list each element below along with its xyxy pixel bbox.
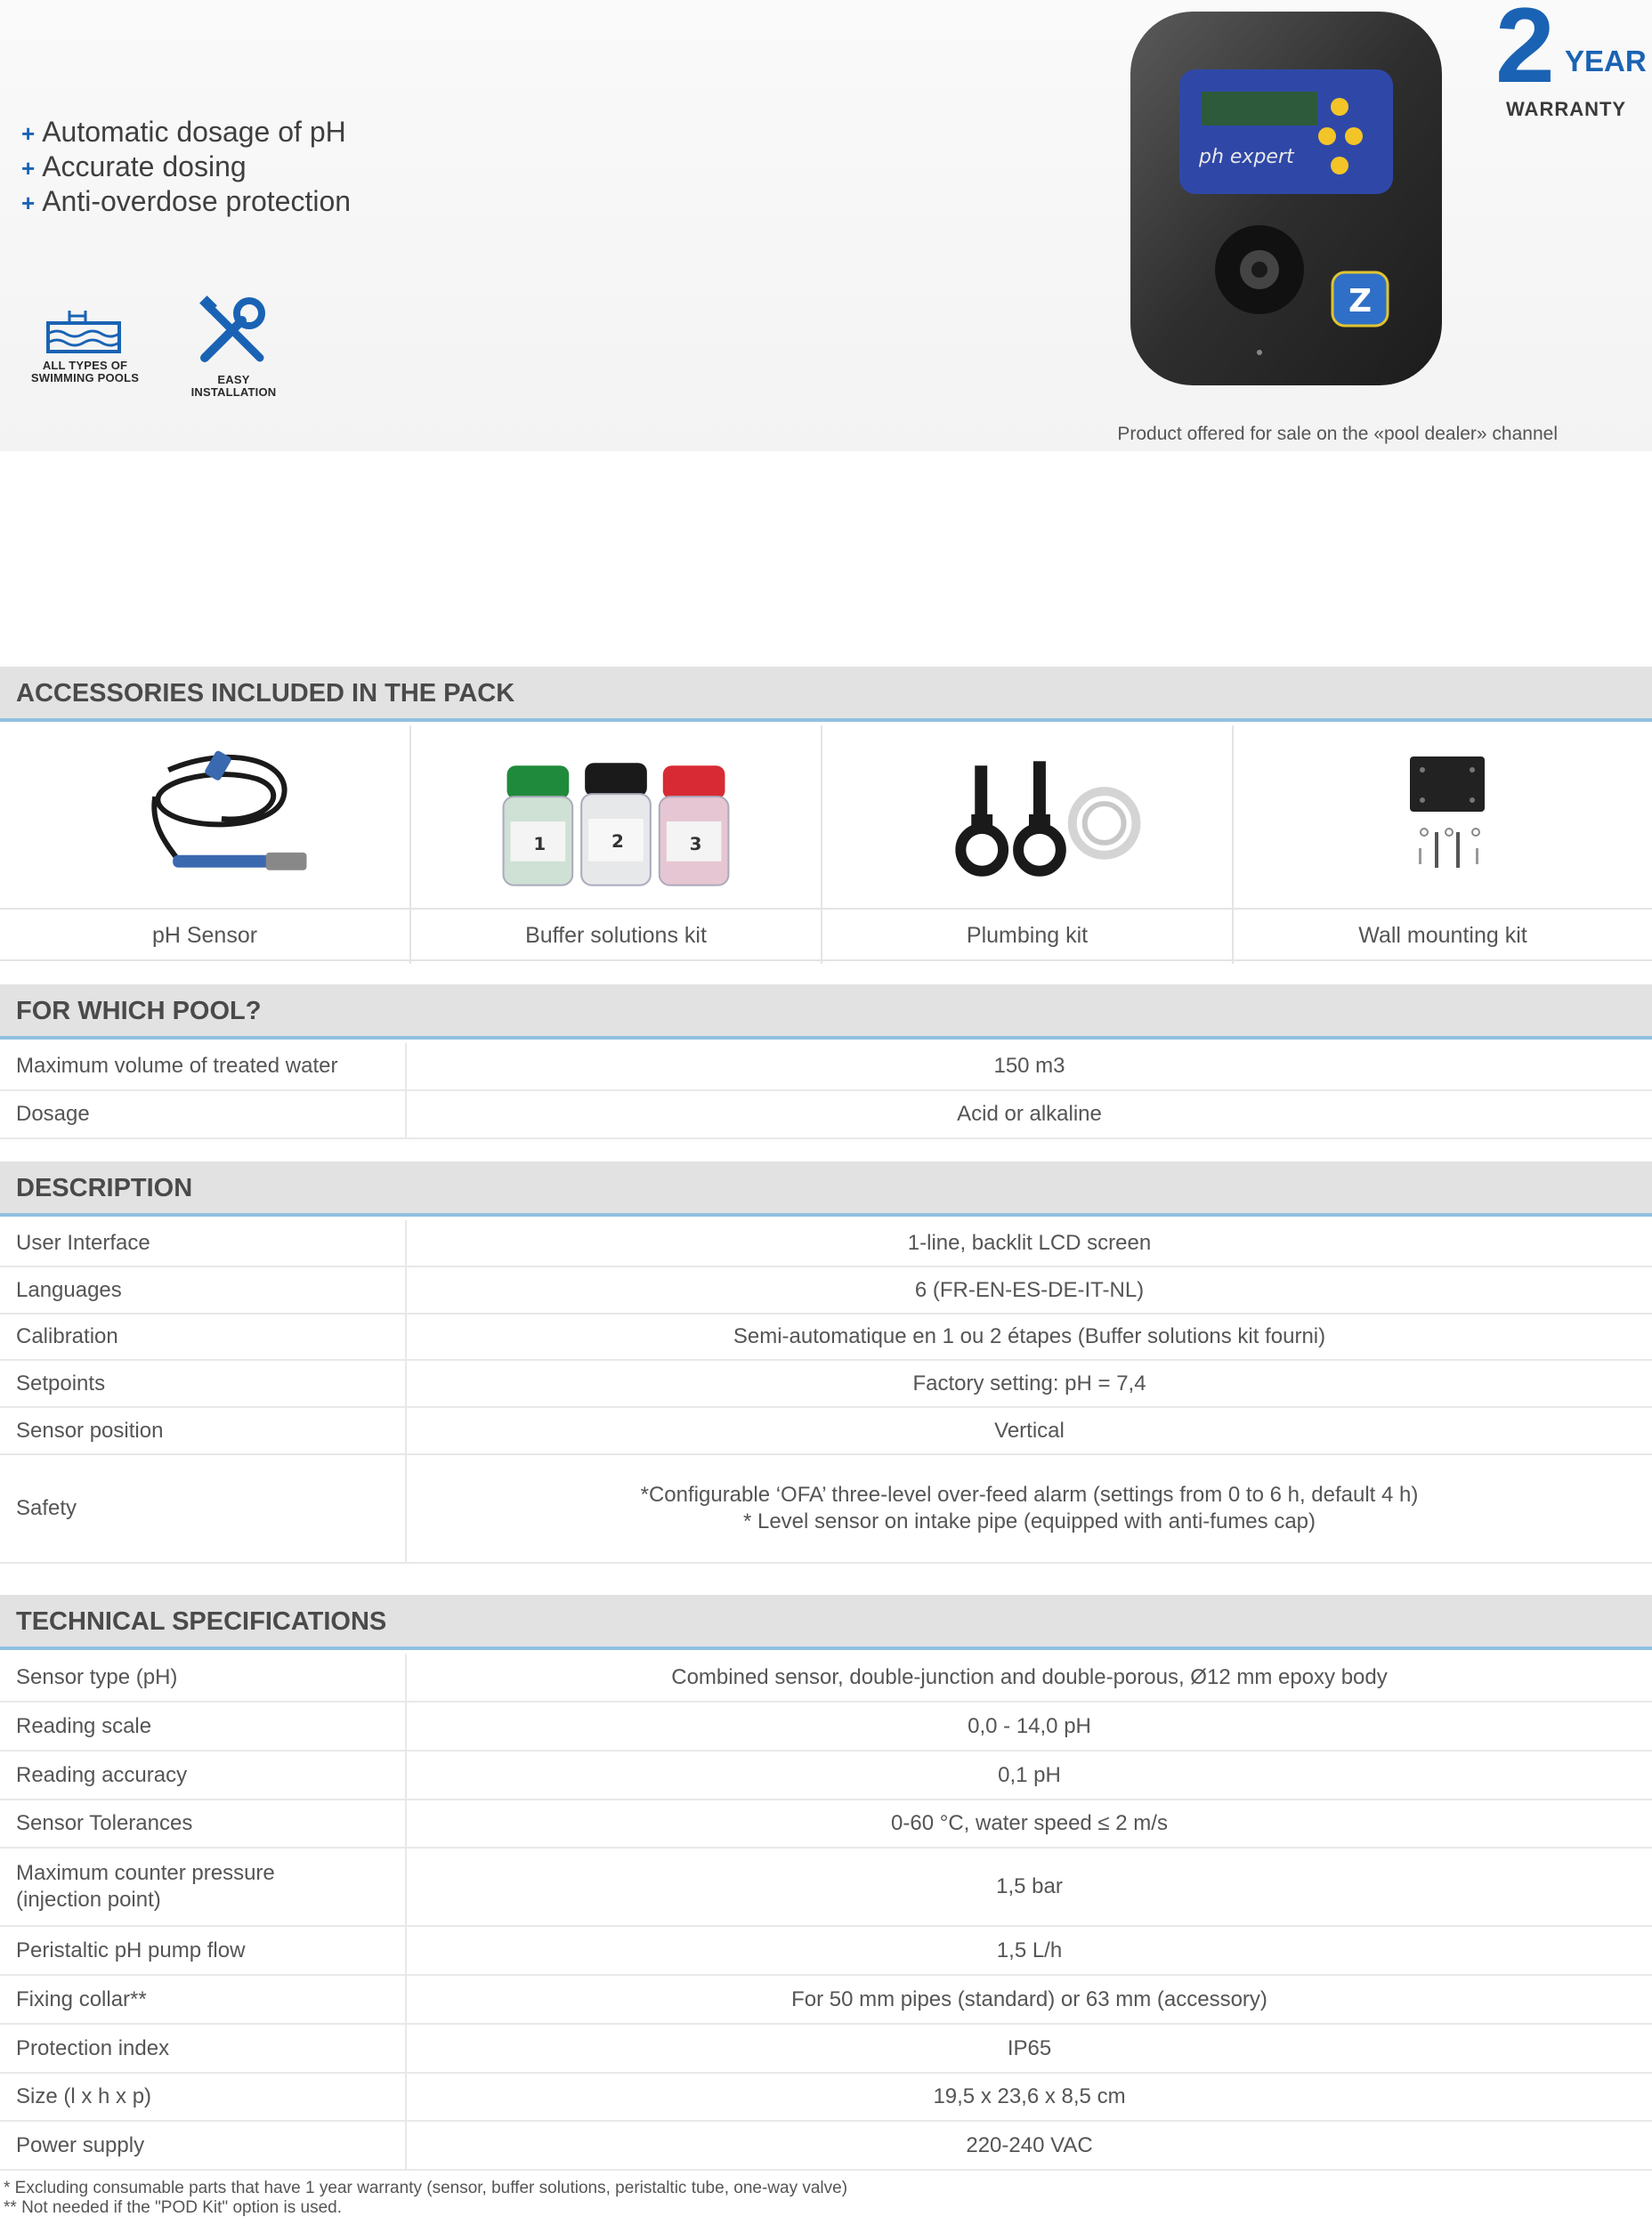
badge-install: EASY INSTALLATION xyxy=(190,373,277,399)
accessories-header: ACCESSORIES INCLUDED IN THE PACK xyxy=(0,667,1652,722)
spec-row: Peristaltic pH pump flow 1,5 L/h xyxy=(0,1927,1652,1976)
spec-row: Maximum counter pressure (injection point) 1,5 bar xyxy=(0,1849,1652,1927)
spec-row: User Interface 1-line, backlit LCD screen xyxy=(0,1220,1652,1267)
accessory-item: 1 2 3 Buffer solutions kit xyxy=(411,725,822,964)
technical-header: TECHNICAL SPECIFICATIONS xyxy=(0,1595,1652,1650)
warranty-badge: 2 YEAR WARRANTY xyxy=(1495,0,1647,120)
plus-icon: + xyxy=(21,120,36,147)
pool-header: FOR WHICH POOL? xyxy=(0,984,1652,1040)
spec-row: Size (l x h x p) 19,5 x 23,6 x 8,5 cm xyxy=(0,2074,1652,2122)
buffer-bottles-icon xyxy=(411,725,821,908)
spec-row: Reading accuracy 0,1 pH xyxy=(0,1752,1652,1800)
plus-icon: + xyxy=(21,190,36,216)
badge-pools: ALL TYPES OF SWIMMING POOLS xyxy=(30,359,140,384)
accessory-item: Wall mounting kit xyxy=(1234,725,1652,964)
spec-row: Power supply 220-240 VAC xyxy=(0,2122,1652,2171)
spec-row: Languages 6 (FR-EN-ES-DE-IT-NL) xyxy=(0,1267,1652,1315)
spec-row: Reading scale 0,0 - 14,0 pH xyxy=(0,1703,1652,1752)
accessories-grid xyxy=(0,725,1652,964)
spec-row: Safety *Configurable ‘OFA’ three-level over-feed alarm (settings from 0 to 6 h, default 4 h) * Level sensor on intake pipe (equipped with anti-fumes cap) xyxy=(0,1455,1652,1564)
spec-row: Fixing collar** For 50 mm pipes (standard) or 63 mm (accessory) xyxy=(0,1976,1652,2025)
spec-row: Maximum volume of treated water 150 m3 xyxy=(0,1043,1652,1091)
svg-text:1: 1 xyxy=(533,833,547,854)
wall-mount-icon xyxy=(1234,725,1652,908)
spec-row: Sensor position Vertical xyxy=(0,1408,1652,1455)
feature-list xyxy=(21,116,351,220)
svg-text:Z: Z xyxy=(1348,283,1373,320)
product-hero xyxy=(0,0,1652,451)
feature-item: + Accurate dosing xyxy=(21,150,247,182)
spec-row: Calibration Semi-automatique en 1 ou 2 étapes (Buffer solutions kit fourni) xyxy=(0,1315,1652,1361)
spec-row: Protection index IP65 xyxy=(0,2025,1652,2074)
svg-text:3: 3 xyxy=(689,833,702,854)
svg-text:2: 2 xyxy=(611,830,624,852)
tools-icon xyxy=(198,295,271,368)
plus-icon: + xyxy=(21,155,36,182)
spec-row: Dosage Acid or alkaline xyxy=(0,1091,1652,1139)
accessory-item: Plumbing kit xyxy=(822,725,1234,964)
plumbing-kit-icon xyxy=(822,725,1232,908)
ph-expert-device-image xyxy=(1126,7,1446,390)
feature-item: + Anti-overdose protection xyxy=(21,185,352,217)
device-brand: ph expert xyxy=(1199,146,1294,168)
accessory-item: pH Sensor xyxy=(0,725,411,964)
spec-row: Sensor Tolerances 0-60 °C, water speed ≤ 2 m/s xyxy=(0,1800,1652,1849)
dealer-note: Product offered for sale on the «pool dealer» channel xyxy=(1117,424,1558,444)
feature-item: + Automatic dosage of pH xyxy=(21,116,346,148)
spec-row: Setpoints Factory setting: pH = 7,4 xyxy=(0,1361,1652,1408)
spec-row: Sensor type (pH) Combined sensor, double-junction and double-porous, Ø12 mm epoxy body xyxy=(0,1654,1652,1703)
pool-icon xyxy=(43,307,127,359)
ph-sensor-icon xyxy=(0,725,409,908)
footnotes: * Excluding consumable parts that have 1 year warranty (sensor, buffer solutions, peristaltic tube, one-way valve) ** Not needed if the "POD Kit" option is used. xyxy=(4,2179,848,2217)
description-header: DESCRIPTION xyxy=(0,1161,1652,1217)
